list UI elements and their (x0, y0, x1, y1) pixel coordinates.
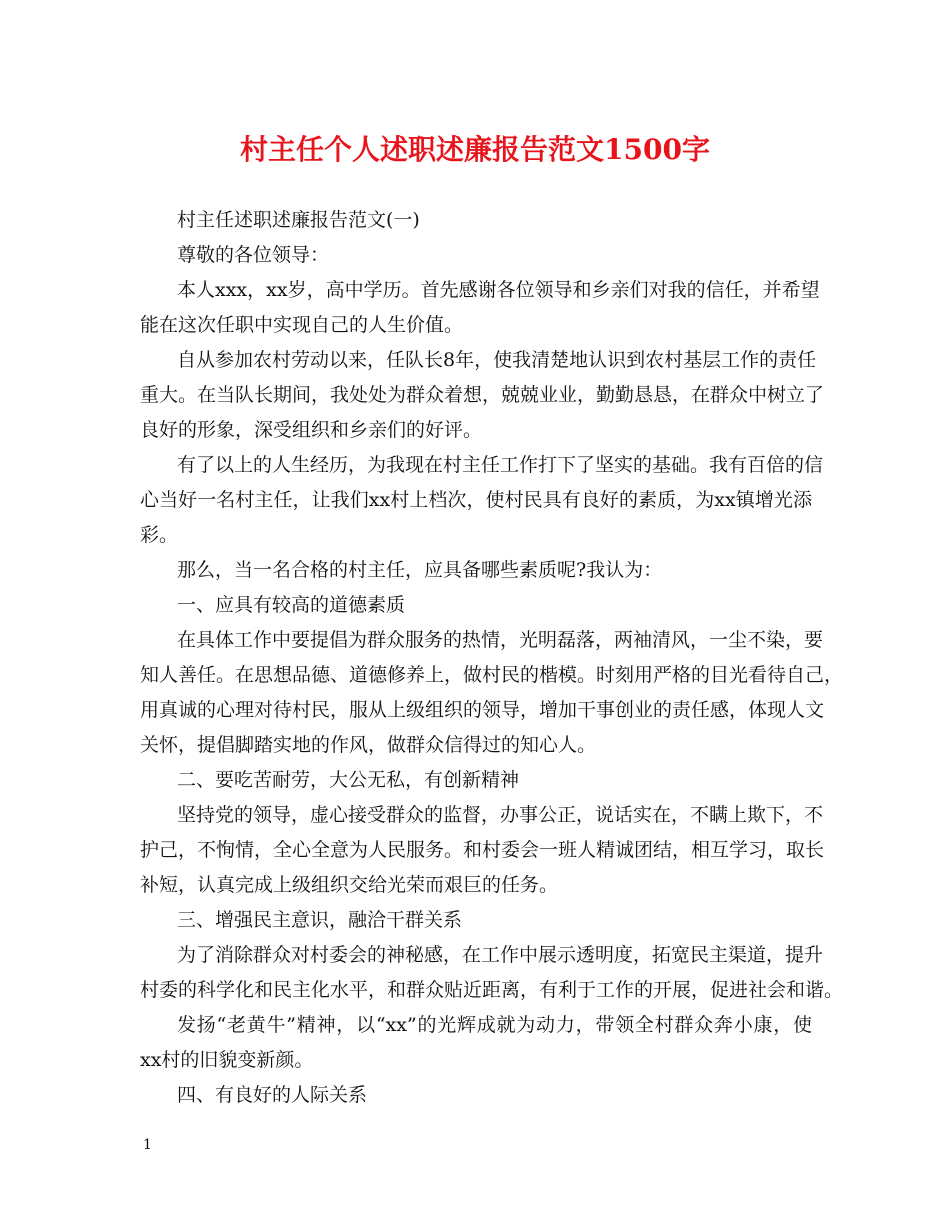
page-number: 1 (143, 1137, 152, 1153)
text-line: 村主任述职述廉报告范文(一) (177, 209, 420, 231)
text-line: 关怀，提倡脚踏实地的作风，做群众信得过的知心人。 (140, 734, 597, 756)
text-line: 二、要吃苦耐劳，大公无私，有创新精神 (177, 769, 520, 791)
text-line: 补短，认真完成上级组织交给光荣而艰巨的任务。 (140, 874, 559, 896)
document-title: 村主任个人述职述廉报告范文1500字 (240, 133, 710, 166)
text-line: 本人xxx，xx岁，高中学历。首先感谢各位领导和乡亲们对我的信任，并希望 (177, 279, 820, 301)
text-line: 四、有良好的人际关系 (177, 1084, 368, 1106)
text-line: 护己，不恂情，全心全意为人民服务。和村委会一班人精诚团结，相互学习，取长 (140, 839, 825, 861)
text-line: 为了消除群众对村委会的神秘感，在工作中展示透明度，拓宽民主渠道，提升 (177, 944, 824, 966)
text-line: 村委的科学化和民主化水平，和群众贴近距离，有利于工作的开展，促进社会和谐。 (140, 979, 844, 1001)
text-line: 心当好一名村主任，让我们xx村上档次，使村民具有良好的素质，为xx镇增光添 (140, 489, 812, 511)
text-line: 自从参加农村劳动以来，任队长8年，使我清楚地认识到农村基层工作的责任 (177, 349, 817, 371)
text-line: 发扬“老黄牛”精神，以“xx”的光辉成就为动力，带领全村群众奔小康，使 (177, 1014, 812, 1036)
text-line: 坚持党的领导，虚心接受群众的监督，办事公正，说话实在，不瞒上欺下，不 (177, 804, 824, 826)
document-body (140, 203, 844, 1113)
text-line: 重大。在当队长期间，我处处为群众着想，兢兢业业，勤勤恳恳，在群众中树立了 (140, 384, 825, 406)
text-line: 彩。 (140, 524, 179, 546)
text-line: 能在这次任职中实现自己的人生价值。 (140, 314, 464, 336)
text-line: xx村的旧貌变新颜。 (140, 1049, 314, 1071)
text-line: 知人善任。在思想品德、道德修养上，做村民的楷模。时刻用严格的目光看待自己， (140, 664, 844, 686)
text-line: 良好的形象，深受组织和乡亲们的好评。 (140, 419, 483, 441)
text-line: 尊敬的各位领导： (177, 244, 330, 266)
text-line: 那么，当一名合格的村主任，应具备哪些素质呢?我认为： (177, 559, 663, 581)
text-line: 在具体工作中要提倡为群众服务的热情，光明磊落，两袖清风，一尘不染，要 (177, 629, 824, 651)
text-line: 一、应具有较高的道德素质 (177, 594, 406, 616)
text-line: 用真诚的心理对待村民，服从上级组织的领导，增加干事创业的责任感，体现人文 (140, 699, 825, 721)
text-line: 三、增强民主意识，融洽干群关系 (177, 909, 463, 931)
text-line: 有了以上的人生经历，为我现在村主任工作打下了坚实的基础。我有百倍的信 (177, 454, 824, 476)
